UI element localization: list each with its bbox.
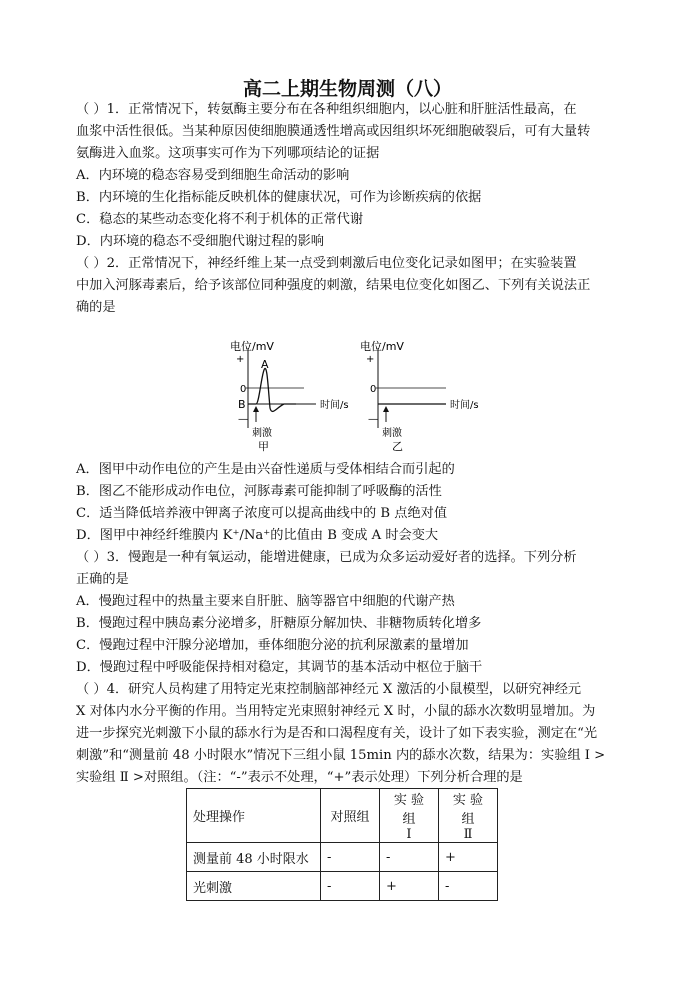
q4-line-2: X 对体内水分平衡的作用。当用特定光束照射神经元 X 时，小鼠的舔水次数明显增加。为 — [76, 704, 596, 719]
q2-line-3: 确的是 — [76, 300, 116, 315]
q1-option-a: A．内环境的稳态容易受到细胞生命活动的影响 — [76, 168, 350, 183]
yi-stim-label: 刺激 — [382, 428, 402, 439]
table-cell: + — [439, 843, 498, 872]
jia-potential-curve — [248, 368, 296, 411]
table-row — [187, 872, 498, 901]
table-header-row — [187, 789, 498, 843]
q3-line-2: 正确的是 — [76, 572, 129, 587]
q1-option-d: D．内环境的稳态不受细胞代谢过程的影响 — [76, 234, 324, 249]
q4-line-4: 刺激”和“测量前 48 小时限水”情况下三组小鼠 15min 内的舔水次数，结果为：实验组 Ⅰ > — [76, 748, 606, 763]
q1-option-b: B．内环境的生化指标能反映机体的健康状况，可作为诊断疾病的依据 — [76, 190, 482, 205]
yi-minus: — — [368, 414, 378, 425]
q2-option-a: A．图甲中动作电位的产生是由兴奋性递质与受体相结合而引起的 — [76, 462, 455, 477]
table-row — [187, 843, 498, 872]
q1-line-1: （ ）1．正常情况下，转氨酶主要分布在各种组织细胞内，以心脏和肝脏活性最高，在 — [76, 102, 577, 117]
q2-line-1: （ ）2．正常情况下，神经纤维上某一点受到刺激后电位变化记录如图甲；在实验装置 — [76, 256, 577, 271]
experiment-table — [186, 788, 498, 901]
table-cell: 测量前 48 小时限水 — [187, 843, 321, 872]
jia-plus: + — [236, 354, 245, 365]
q2-line-2: 中加入河豚毒素后，给予该部位同种强度的刺激，结果电位变化如图乙、下列有关说法正 — [76, 278, 591, 293]
table-header-cell: 处理操作 — [187, 789, 321, 843]
table-header-cell: 实 验 组 Ⅰ — [380, 789, 439, 843]
q3-option-a: A．慢跑过程中的热量主要来自肝脏、脑等器官中细胞的代谢产热 — [76, 594, 455, 609]
table-header-cell: 对照组 — [321, 789, 380, 843]
yi-zero: 0 — [370, 384, 377, 395]
yi-stim-arrowhead — [383, 406, 389, 412]
jia-point-a: A — [261, 358, 269, 371]
yi-caption: 乙 — [392, 440, 403, 453]
figure-jia — [226, 338, 366, 453]
yi-ylabel: 电位/mV — [360, 340, 404, 353]
table-cell: - — [380, 843, 439, 872]
table-cell: + — [380, 872, 439, 901]
q2-option-b: B．图乙不能形成动作电位，河豚毒素可能抑制了呼吸酶的活性 — [76, 484, 442, 499]
table-cell: - — [321, 872, 380, 901]
jia-caption: 甲 — [258, 440, 269, 453]
q3-line-1: （ ）3．慢跑是一种有氧运动，能增进健康，已成为众多运动爱好者的选择。下列分析 — [76, 550, 577, 565]
jia-stim-arrowhead — [253, 406, 259, 412]
table-cell: - — [439, 872, 498, 901]
q1-option-c: C．稳态的某些动态变化将不利于机体的正常代谢 — [76, 212, 364, 227]
table-header-cell: 实 验 组 Ⅱ — [439, 789, 498, 843]
jia-minus: — — [238, 414, 248, 425]
q1-line-2: 血浆中活性很低。当某种原因使细胞膜通透性增高或因组织坏死细胞破裂后，可有大量转 — [76, 124, 591, 139]
q4-line-1: （ ）4．研究人员构建了用特定光束控制脑部神经元 X 激活的小鼠模型，以研究神经元 — [76, 682, 582, 697]
yi-xlabel: 时间/s — [450, 400, 479, 411]
table-cell: 光刺激 — [187, 872, 321, 901]
q1-line-3: 氨酶进入血浆。这项事实可作为下列哪项结论的证据 — [76, 146, 380, 161]
figure-yi — [356, 338, 496, 453]
table-cell: - — [321, 843, 380, 872]
yi-plus: + — [366, 354, 375, 365]
q3-option-c: C．慢跑过程中汗腺分泌增加，垂体细胞分泌的抗利尿激素的量增加 — [76, 638, 469, 653]
jia-ylabel: 电位/mV — [230, 340, 274, 353]
q4-line-3: 进一步探究光刺激下小鼠的舔水行为是否和口渴程度有关，设计了如下表实验，测定在“光 — [76, 726, 598, 741]
q2-option-c: C．适当降低培养液中钾离子浓度可以提高曲线中的 B 点绝对值 — [76, 506, 448, 521]
q3-option-b: B．慢跑过程中胰岛素分泌增多，肝糖原分解加快、非糖物质转化增多 — [76, 616, 482, 631]
jia-point-b: B — [238, 398, 246, 411]
q2-option-d: D．图甲中神经纤维膜内 K⁺/Na⁺的比值由 B 变成 A 时会变大 — [76, 528, 439, 543]
jia-xlabel: 时间/s — [320, 400, 349, 411]
q4-line-5: 实验组 Ⅱ >对照组。（注：“-”表示不处理，“+”表示处理）下列分析合理的是 — [76, 770, 523, 785]
jia-stim-label: 刺激 — [252, 428, 272, 439]
q3-option-d: D．慢跑过程中呼吸能保持相对稳定，其调节的基本活动中枢位于脑干 — [76, 660, 483, 675]
page-title: 高二上期生物周测（八） — [242, 78, 452, 100]
jia-zero: 0 — [240, 384, 247, 395]
